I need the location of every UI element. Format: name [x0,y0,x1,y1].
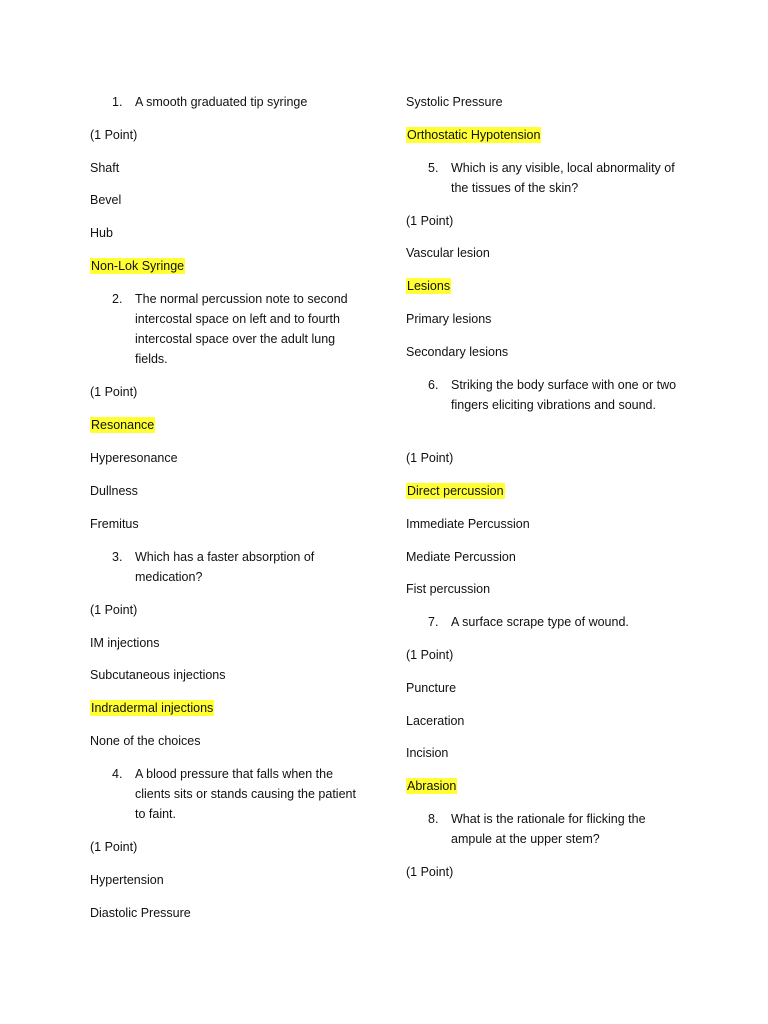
question-points: (1 Point) [406,648,454,662]
question-points: (1 Point) [90,840,138,854]
answer-option[interactable]: Puncture [406,681,457,695]
question-number: 6. [428,378,439,392]
answer-option-highlighted[interactable]: Orthostatic Hypotension [407,128,541,142]
answer-option[interactable]: Incision [406,746,449,760]
answer-option[interactable]: Fist percussion [406,582,491,596]
answer-option[interactable]: Diastolic Pressure [90,906,191,920]
question-text: A blood pressure that falls when the clients sits or stands causing the patient to faint. [135,767,356,821]
question-number: 2. [112,292,123,306]
answer-option[interactable]: Hyperesonance [90,451,178,465]
question-text: The normal percussion note to second intercostal space on left and to fourth intercostal space over the adult lung fields. [135,292,348,366]
question-text: What is the rationale for flicking the ampule at the upper stem? [451,812,646,846]
question-points: (1 Point) [406,865,454,879]
question-text: Striking the body surface with one or two fingers eliciting vibrations and sound. [451,378,677,412]
answer-option[interactable]: Hub [90,226,113,240]
answer-option[interactable]: Systolic Pressure [406,95,503,109]
answer-option[interactable]: None of the choices [90,734,201,748]
question-text: A smooth graduated tip syringe [135,95,308,109]
question-text: A surface scrape type of wound. [451,615,629,629]
question-points: (1 Point) [90,128,138,142]
answer-option-highlighted[interactable]: Lesions [407,279,451,293]
question-number: 7. [428,615,439,629]
question-points: (1 Point) [406,451,454,465]
answer-option[interactable]: Hypertension [90,873,164,887]
answer-option-highlighted[interactable]: Resonance [91,418,155,432]
answer-option[interactable]: IM injections [90,636,160,650]
question-text: Which is any visible, local abnormality of the tissues of the skin? [451,161,675,195]
question-number: 4. [112,767,123,781]
answer-option[interactable]: Laceration [406,714,465,728]
answer-option[interactable]: Bevel [90,193,122,207]
answer-option[interactable]: Vascular lesion [406,246,490,260]
question-points: (1 Point) [90,385,138,399]
answer-option[interactable]: Mediate Percussion [406,550,516,564]
question-text: Which has a faster absorption of medication? [135,550,315,584]
answer-option-highlighted[interactable]: Indradermal injections [91,701,214,715]
answer-option-highlighted[interactable]: Direct percussion [407,484,504,498]
question-number: 8. [428,812,439,826]
answer-option[interactable]: Immediate Percussion [406,517,530,531]
answer-option-highlighted[interactable]: Abrasion [407,779,457,793]
answer-option[interactable]: Fremitus [90,517,139,531]
question-points: (1 Point) [90,603,138,617]
answer-option-highlighted[interactable]: Non-Lok Syringe [91,259,185,273]
question-number: 1. [112,95,123,109]
answer-option[interactable]: Subcutaneous injections [90,668,226,682]
question-number: 5. [428,161,439,175]
answer-option[interactable]: Dullness [90,484,138,498]
question-number: 3. [112,550,123,564]
answer-option[interactable]: Secondary lesions [406,345,509,359]
answer-option[interactable]: Shaft [90,161,120,175]
question-points: (1 Point) [406,214,454,228]
answer-option[interactable]: Primary lesions [406,312,492,326]
